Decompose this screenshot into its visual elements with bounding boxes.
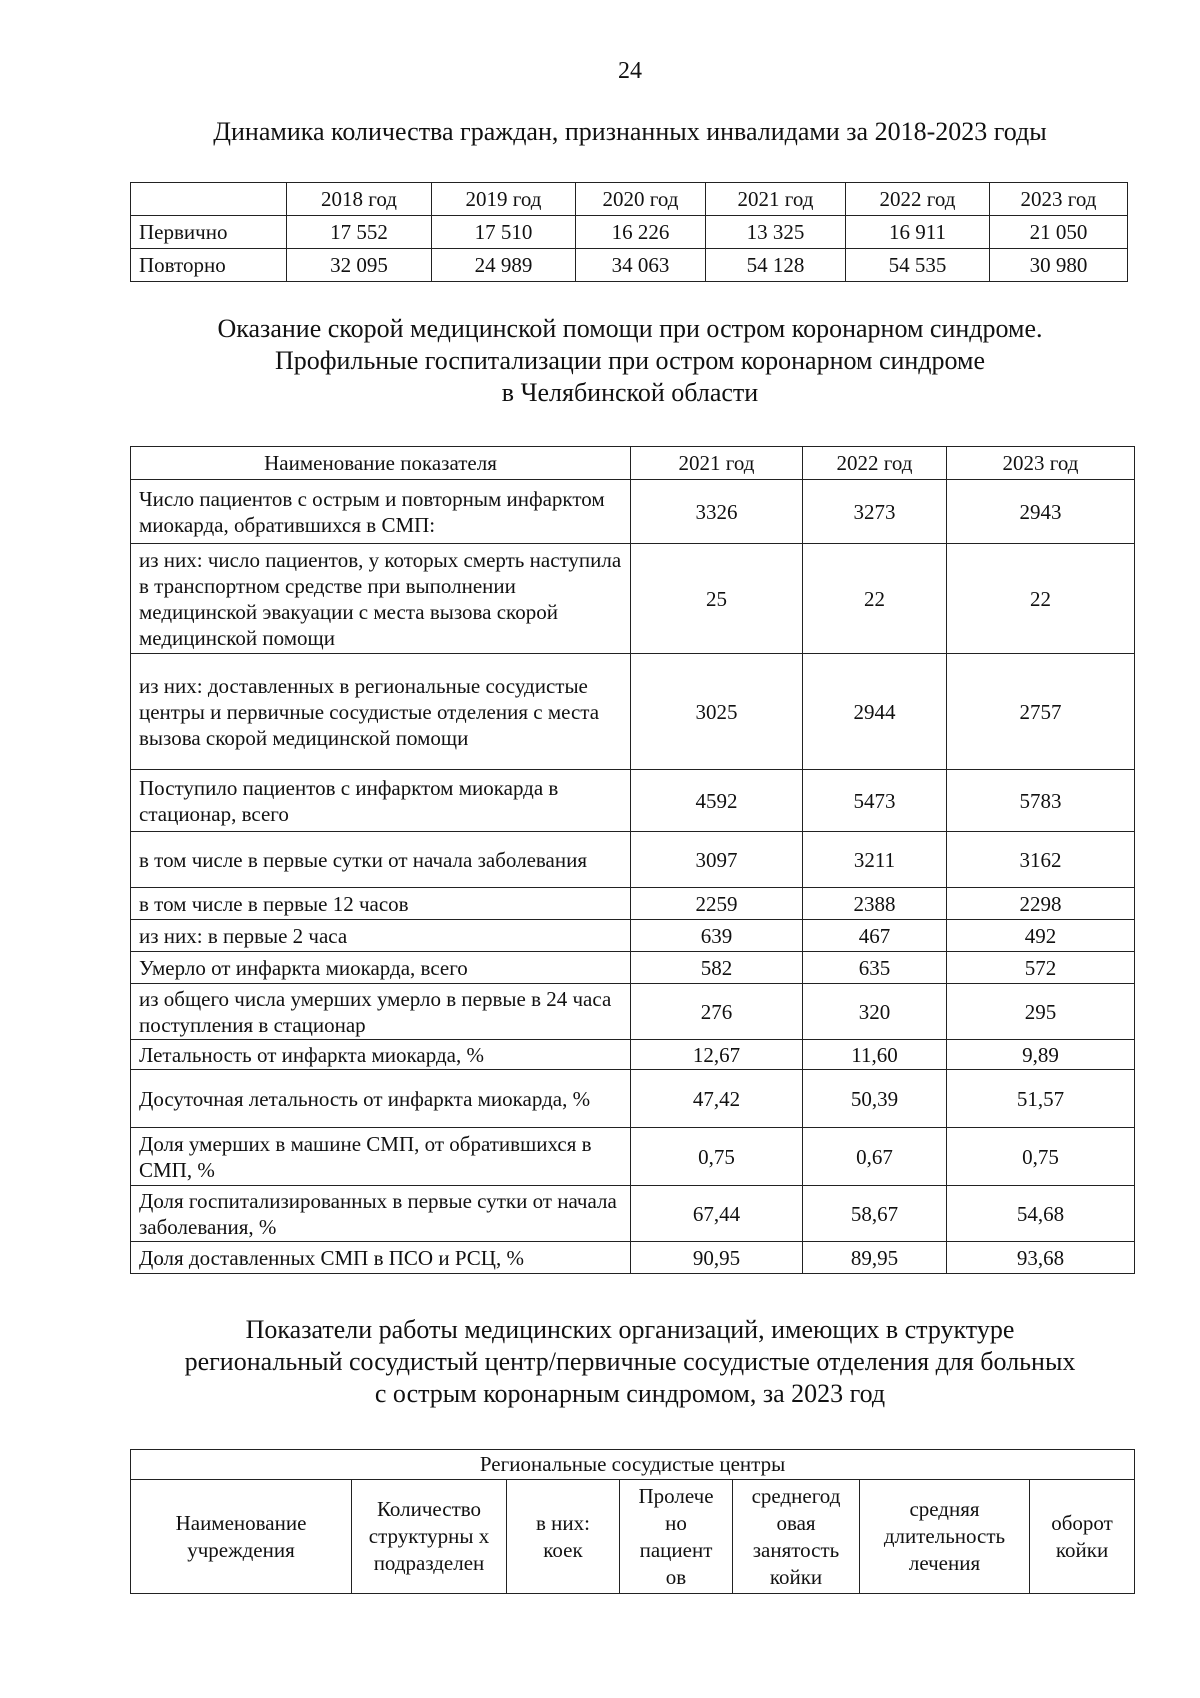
table-cell: 0,75 [631,1128,803,1186]
indicator-name: в том числе в первые 12 часов [131,888,631,920]
table-row [131,920,1135,952]
table-cell: 3211 [803,832,947,888]
table-cell: 0,75 [947,1128,1135,1186]
table-cell: 21 050 [990,216,1128,249]
table-cell: 11,60 [803,1040,947,1070]
table-row [131,1128,1135,1186]
table-row [131,544,1135,654]
group-header: Региональные сосудистые центры [131,1450,1135,1480]
table-row [131,770,1135,832]
table-row [131,654,1135,770]
section2-title-line-2: Профильные госпитализации при остром коронарном синдроме [274,346,986,375]
indicator-name: Поступило пациентов с инфарктом миокарда в стационар, всего [131,770,631,832]
header-cell: Наименование учреждения [131,1480,352,1594]
table-cell: 3097 [631,832,803,888]
header-cell: 2019 год [432,183,576,216]
section3-title-line-2: региональный сосудистый центр/первичные сосудистые отделения для больных [184,1347,1076,1376]
header-cell: Количество структурны х подразделен [352,1480,507,1594]
table-cell: 639 [631,920,803,952]
header-cell: 2018 год [287,183,432,216]
table-cell: 67,44 [631,1186,803,1242]
indicator-name: Доля доставленных СМП в ПСО и РСЦ, % [131,1242,631,1274]
table-cell: 32 095 [287,249,432,282]
table-cell: 295 [947,984,1135,1040]
table-cell: 17 510 [432,216,576,249]
table-header-row [131,183,1128,216]
section1-title: Динамика количества граждан, признанных инвалидами за 2018-2023 годы [213,117,1047,146]
section2-title-line-3: в Челябинской области [501,378,759,407]
vascular-centers-table [130,1449,1135,1594]
table-cell: 24 989 [432,249,576,282]
table-cell: 3273 [803,480,947,544]
table-cell: 5473 [803,770,947,832]
section3-title-line-1: Показатели работы медицинских организаций, имеющих в структуре [245,1315,1015,1344]
indicator-name: Летальность от инфаркта миокарда, % [131,1040,631,1070]
page-number: 24 [618,58,642,84]
table-cell: 2944 [803,654,947,770]
header-cell: 2021 год [706,183,846,216]
table-header-row [131,1480,1135,1594]
header-cell: 2022 год [803,447,947,480]
table-row [131,984,1135,1040]
header-cell: 2022 год [846,183,990,216]
table-cell: 12,67 [631,1040,803,1070]
table-cell: 467 [803,920,947,952]
indicator-name: Доля умерших в машине СМП, от обратившихся в СМП, % [131,1128,631,1186]
table-cell: 50,39 [803,1070,947,1128]
table-cell: 51,57 [947,1070,1135,1128]
header-cell: 2020 год [576,183,706,216]
table-cell: 2259 [631,888,803,920]
table-cell: 54,68 [947,1186,1135,1242]
table-cell: 58,67 [803,1186,947,1242]
table-cell: 54 535 [846,249,990,282]
table-cell: 17 552 [287,216,432,249]
table-cell: 635 [803,952,947,984]
table-cell: 34 063 [576,249,706,282]
table-cell: 47,42 [631,1070,803,1128]
table-cell: 13 325 [706,216,846,249]
table-cell: 5783 [947,770,1135,832]
table-cell: 582 [631,952,803,984]
header-cell: Пролече но пациент ов [620,1480,733,1594]
table-row [131,952,1135,984]
table-row [131,832,1135,888]
acs-indicators-table [130,446,1135,1274]
table-cell: 3162 [947,832,1135,888]
table-cell: 320 [803,984,947,1040]
table-cell: 54 128 [706,249,846,282]
header-cell: 2023 год [990,183,1128,216]
table-cell: 30 980 [990,249,1128,282]
table-cell: 276 [631,984,803,1040]
indicator-name: в том числе в первые сутки от начала заболевания [131,832,631,888]
header-cell: среднегод овая занятость койки [733,1480,860,1594]
table-cell: 25 [631,544,803,654]
table-row [131,216,1128,249]
table-cell: 2298 [947,888,1135,920]
section2-title-line-1: Оказание скорой медицинской помощи при остром коронарном синдроме. [217,314,1043,343]
table-cell: 2757 [947,654,1135,770]
indicator-name: Умерло от инфаркта миокарда, всего [131,952,631,984]
table-cell: 3025 [631,654,803,770]
row-label: Повторно [131,249,287,282]
table-cell: 3326 [631,480,803,544]
header-cell [131,183,287,216]
header-cell: оборот койки [1030,1480,1135,1594]
disability-table [130,182,1128,282]
indicator-name: из общего числа умерших умерло в первые в 24 часа поступления в стационар [131,984,631,1040]
table-cell: 9,89 [947,1040,1135,1070]
table-header-row [131,447,1135,480]
table-row [131,249,1128,282]
table-cell: 572 [947,952,1135,984]
table-row [131,480,1135,544]
table-cell: 22 [803,544,947,654]
table-cell: 4592 [631,770,803,832]
table-cell: 16 226 [576,216,706,249]
header-cell: 2021 год [631,447,803,480]
indicator-name: из них: число пациентов, у которых смерть наступила в транспортном средстве при выполнении медицинской эвакуации с места вызова скорой медицинской помощи [131,544,631,654]
table-row [131,1040,1135,1070]
row-label: Первично [131,216,287,249]
indicator-name: из них: в первые 2 часа [131,920,631,952]
table-cell: 16 911 [846,216,990,249]
table-row [131,888,1135,920]
header-cell: Наименование показателя [131,447,631,480]
table-row [131,1186,1135,1242]
indicator-name: Число пациентов с острым и повторным инфарктом миокарда, обратившихся в СМП: [131,480,631,544]
indicator-name: из них: доставленных в региональные сосудистые центры и первичные сосудистые отделения с места вызова скорой медицинской помощи [131,654,631,770]
indicator-name: Доля госпитализированных в первые сутки от начала заболевания, % [131,1186,631,1242]
table-row [131,1070,1135,1128]
header-cell: 2023 год [947,447,1135,480]
section3-title-line-3: с острым коронарным синдромом, за 2023 год [374,1379,886,1408]
table-cell: 90,95 [631,1242,803,1274]
table-cell: 2388 [803,888,947,920]
table-cell: 0,67 [803,1128,947,1186]
table-row [131,1242,1135,1274]
table-cell: 89,95 [803,1242,947,1274]
header-cell: в них: коек [507,1480,620,1594]
table-cell: 492 [947,920,1135,952]
table-cell: 22 [947,544,1135,654]
indicator-name: Досуточная летальность от инфаркта миокарда, % [131,1070,631,1128]
table-group-header-row [131,1450,1135,1480]
table-cell: 93,68 [947,1242,1135,1274]
table-cell: 2943 [947,480,1135,544]
header-cell: средняя длительность лечения [860,1480,1030,1594]
